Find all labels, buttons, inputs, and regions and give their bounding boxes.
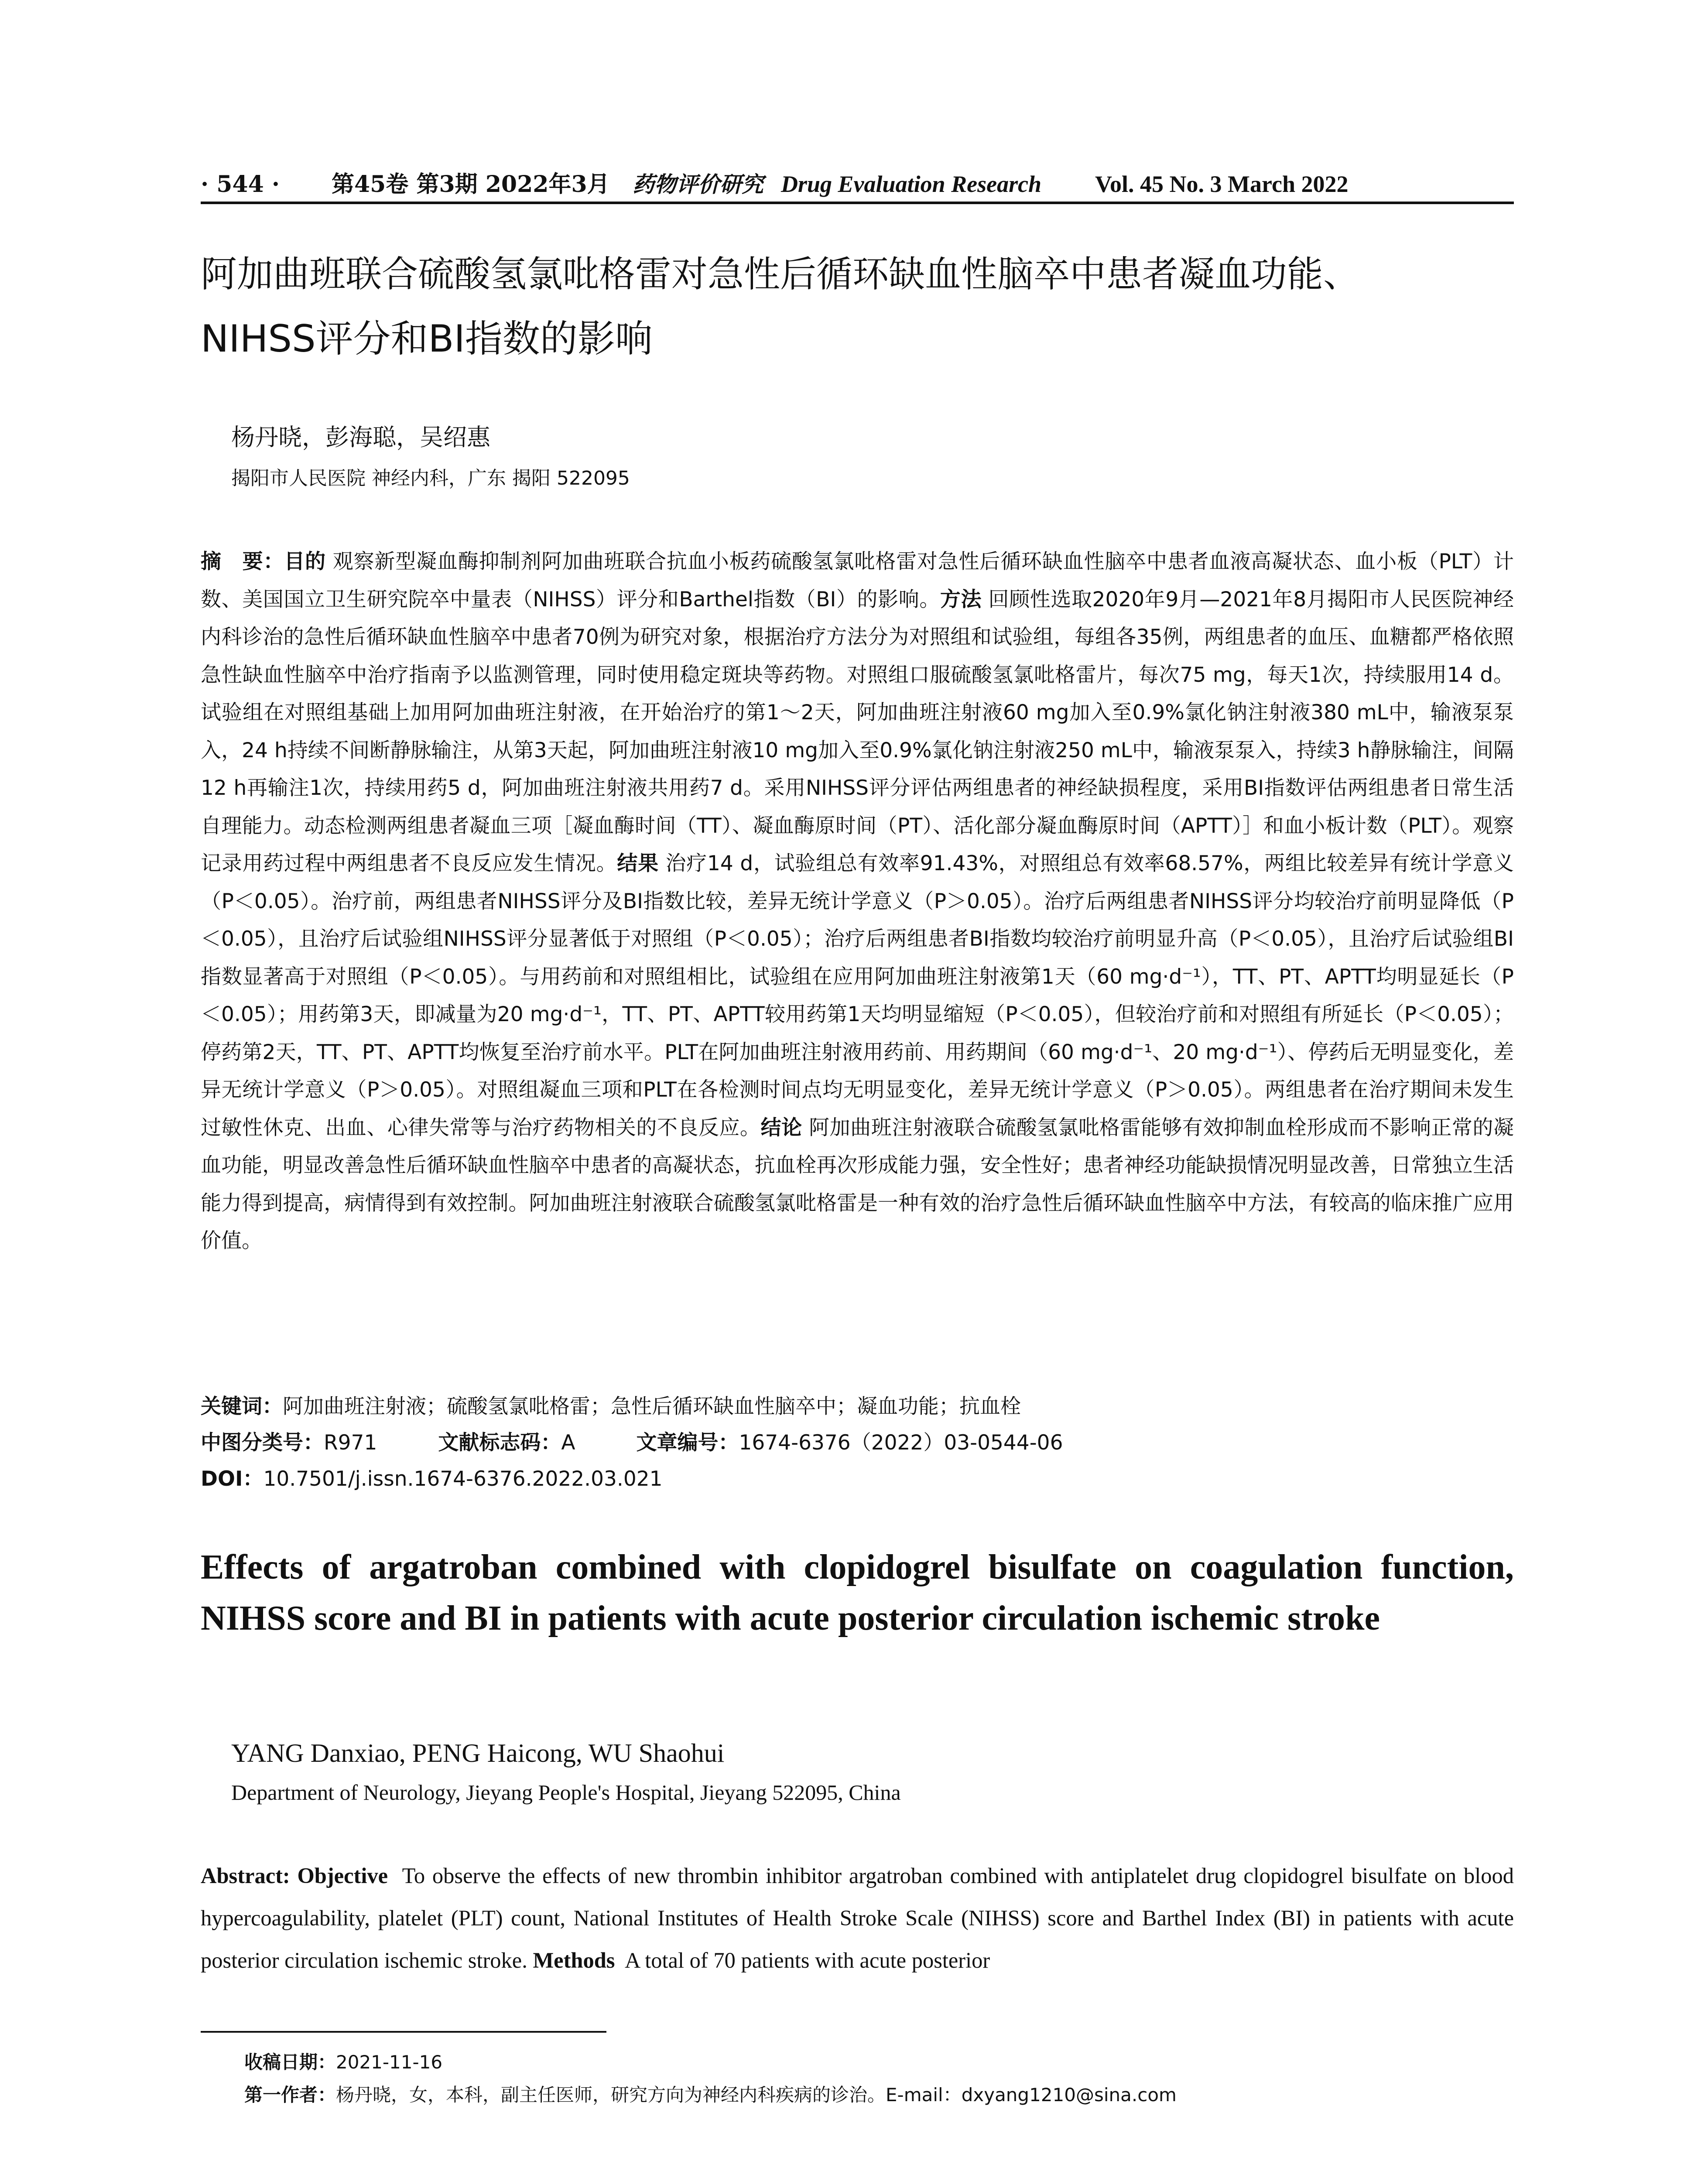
- title-zh-line2: NIHSS评分和BI指数的影响: [201, 317, 653, 361]
- volume-issue-en: Vol. 45 No. 3 March 2022: [1095, 171, 1349, 197]
- keywords-label: 关键词：: [201, 1395, 283, 1419]
- volume-issue-zh: 第45卷 第3期 2022年3月: [332, 171, 610, 198]
- objective-label-en: Objective: [297, 1863, 388, 1888]
- clc-label: 中图分类号：: [201, 1431, 324, 1455]
- article-number-value: 1674-6376（2022）03-0544-06: [739, 1431, 1063, 1455]
- conclusion-zh: 阿加曲班注射液联合硫酸氢氯吡格雷能够有效抑制血栓形成而不影响正常的凝血功能，明显改善急性后循环缺血性脑卒中患者的高凝状态，抗血栓再次形成能力强，安全性好；患者神经功能缺损情况明显改善，日常独立生活能力得到提高，病情得到有效控制。阿加曲班注射液联合硫酸氢氯吡格雷是一种有效的治疗急性后循环缺血性脑卒中方法，有较高的临床推广应用价值。: [201, 1115, 1514, 1253]
- methods-en: A total of 70 patients with acute posterior: [624, 1948, 990, 1972]
- received-label: 收稿日期：: [244, 2051, 336, 2073]
- authors-en: YANG Danxiao, PENG Haicong, WU Shaohui: [231, 1739, 725, 1767]
- affiliation-zh: 揭阳市人民医院 神经内科，广东 揭阳 522095: [231, 467, 630, 489]
- title-zh-line1: 阿加曲班联合硫酸氢氯吡格雷对急性后循环缺血性脑卒中患者凝血功能、: [201, 253, 1359, 295]
- doi-value: 10.7501/j.issn.1674-6376.2022.03.021: [263, 1467, 663, 1491]
- methods-label-zh: 方法: [940, 587, 982, 612]
- abstract-zh: [201, 543, 1514, 1260]
- methods-label-en: Methods: [533, 1948, 615, 1972]
- methods-zh: 回顾性选取2020年9月—2021年8月揭阳市人民医院神经内科诊治的急性后循环缺血性脑卒中患者70例为研究对象，根据治疗方法分为对照组和试验组，每组各35例，两组患者的血压、血糖都严格依照急性缺血性脑卒中治疗指南予以监测管理，同时使用稳定斑块等药物。对照组口服硫酸氢氯吡格雷片，每次75 mg，每天1次，持续服用14 d。试验组在对照组基础上加用阿加曲班注射液，在开始治疗的第1～2天，阿加曲班注射液60 mg加入至0.9%氯化钠注射液380 mL中，输液泵泵入，24 h持续不间断静脉输注，从第3天起，阿加曲班注射液10 mg加入至0.9%氯化钠注射液250 mL中，输液泵泵入，持续3 h静脉输注，间隔12 h再输注1次，持续用药5 d，阿加曲班注射液共用药7 d。采用NIHSS评分评估两组患者的神经缺损程度，采用BI指数评估两组患者日常生活自理能力。动态检测两组患者凝血三项［凝血酶时间（TT）、凝血酶原时间（PT）、活化部分凝血酶原时间（APTT）］和血小板计数（PLT）。观察记录用药过程中两组患者不良反应发生情况。: [201, 587, 1514, 875]
- clc-value: R971: [324, 1431, 377, 1455]
- objective-label-zh: 目的: [284, 550, 326, 574]
- journal-name-en: Drug Evaluation Research: [781, 171, 1042, 197]
- keywords-line: [201, 1389, 1021, 1424]
- footnote-rule: [201, 2031, 606, 2033]
- classification-line: [201, 1426, 1063, 1460]
- running-header: [201, 166, 1514, 198]
- keywords-value: 阿加曲班注射液；硫酸氢氯吡格雷；急性后循环缺血性脑卒中；凝血功能；抗血栓: [283, 1395, 1021, 1419]
- doc-code-value: A: [561, 1431, 575, 1455]
- header-rule: [201, 202, 1514, 204]
- abstract-en: [201, 1855, 1514, 1982]
- abstract-en-label: Abstract:: [201, 1863, 290, 1888]
- received-value: 2021-11-16: [336, 2051, 443, 2073]
- journal-logo: 药物评价研究: [633, 171, 763, 197]
- objective-zh: 观察新型凝血酶抑制剂阿加曲班联合抗血小板药硫酸氢氯吡格雷对急性后循环缺血性脑卒中患者血液高凝状态、血小板（PLT）计数、美国国立卫生研究院卒中量表（NIHSS）评分和Barthel指数（BI）的影响。: [201, 550, 1514, 612]
- results-label-zh: 结果: [617, 851, 659, 875]
- objective-en: To observe the effects of new thrombin inhibitor argatroban combined with antiplatelet drug clopidogrel bisulfate on blood hypercoagulability, platelet (PLT) count, National Institutes of Health Stroke Scale (NIHSS) score and Barthel Index (BI) in patients with acute posterior circulation ischemic stroke.: [201, 1863, 1514, 1972]
- first-author-label: 第一作者：: [244, 2084, 336, 2106]
- footnote-received: [244, 2048, 442, 2074]
- footnote-first-author: [244, 2081, 1177, 2107]
- conclusion-label-zh: 结论: [760, 1115, 802, 1140]
- abstract-zh-label: 摘 要：: [201, 550, 284, 574]
- article-number-label: 文章编号：: [636, 1431, 739, 1455]
- page-number: · 544 ·: [201, 171, 280, 198]
- affiliation-en: Department of Neurology, Jieyang People's Hospital, Jieyang 522095, China: [231, 1780, 901, 1805]
- doi-label: DOI：: [201, 1467, 264, 1491]
- article-title-zh: [201, 242, 1527, 371]
- doi-line: [201, 1462, 663, 1497]
- doc-code-label: 文献标志码：: [438, 1431, 561, 1455]
- results-zh: 治疗14 d，试验组总有效率91.43%，对照组总有效率68.57%，两组比较差异有统计学意义（P＜0.05）。治疗前，两组患者NIHSS评分及BI指数比较，差异无统计学意义（P＞0.05）。治疗后两组患者NIHSS评分均较治疗前明显降低（P＜0.05），且治疗后试验组NIHSS评分显著低于对照组（P＜0.05）；治疗后两组患者BI指数均较治疗前明显升高（P＜0.05），且治疗后试验组BI指数显著高于对照组（P＜0.05）。与用药前和对照组相比，试验组在应用阿加曲班注射液第1天（60 mg·d⁻¹），TT、PT、APTT均明显延长（P＜0.05）；用药第3天，即减量为20 mg·d⁻¹，TT、PT、APTT较用药第1天均明显缩短（P＜0.05），但较治疗前和对照组有所延长（P＜0.05）；停药第2天，TT、PT、APTT均恢复至治疗前水平。PLT在阿加曲班注射液用药前、用药期间（60 mg·d⁻¹、20 mg·d⁻¹）、停药后无明显变化，差异无统计学意义（P＞0.05）。对照组凝血三项和PLT在各检测时间点均无明显变化，差异无统计学意义（P＞0.05）。两组患者在治疗期间未发生过敏性休克、出血、心律失常等与治疗药物相关的不良反应。: [201, 851, 1514, 1140]
- article-title-en: Effects of argatroban combined with clopidogrel bisulfate on coagulation function, NIHSS score and BI in patients with acute posterior circulation ischemic stroke: [201, 1548, 1514, 1637]
- first-author-value: 杨丹晓，女，本科，副主任医师，研究方向为神经内科疾病的诊治。E-mail：dxyang1210@sina.com: [336, 2084, 1177, 2106]
- authors-zh: 杨丹晓，彭海聪，吴绍惠: [231, 424, 490, 451]
